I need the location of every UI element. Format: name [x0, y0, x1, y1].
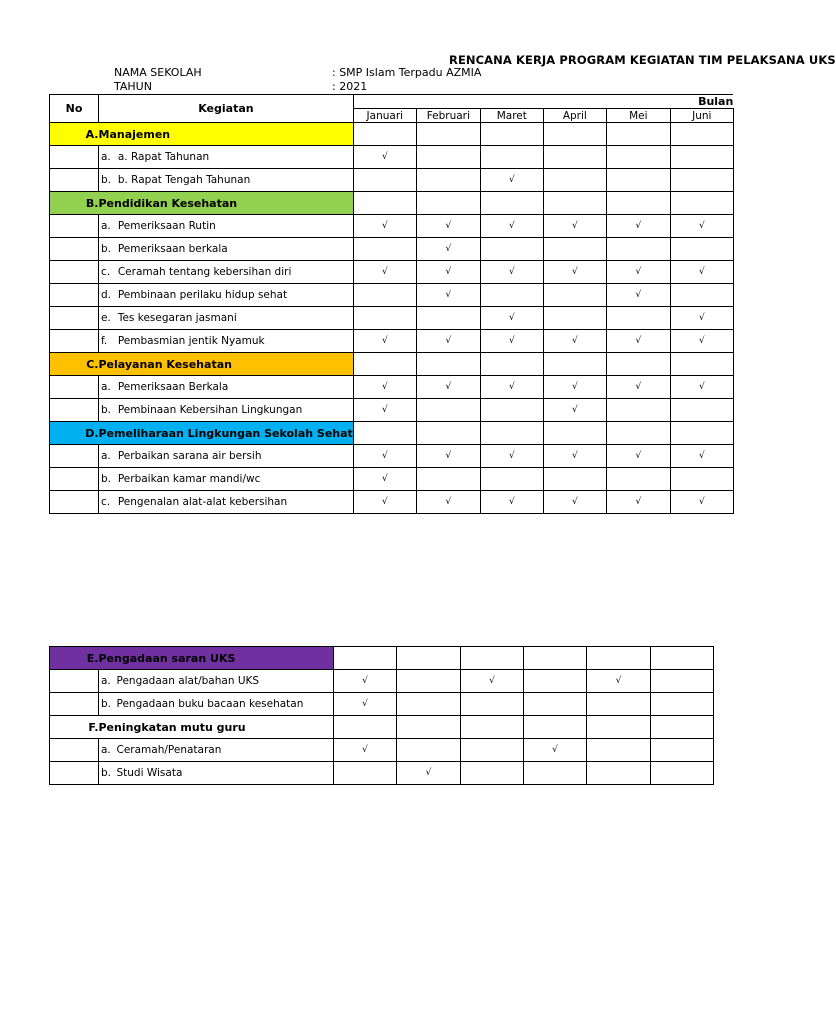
check-mark: √	[416, 261, 480, 284]
month-cell	[416, 146, 480, 169]
check-mark: √	[480, 330, 543, 353]
check-mark: √	[353, 330, 416, 353]
item-letter: b.	[99, 399, 116, 422]
item-letter: d.	[99, 284, 116, 307]
check-mark: √	[606, 261, 670, 284]
month-cell	[543, 284, 606, 307]
check-mark: √	[670, 261, 733, 284]
month-cell	[353, 422, 416, 445]
section-code: D.	[50, 422, 99, 445]
check-mark: √	[606, 284, 670, 307]
month-cell	[353, 284, 416, 307]
check-mark: √	[353, 491, 416, 514]
row-no-cell	[50, 445, 99, 468]
check-mark: √	[587, 670, 651, 693]
month-cell	[353, 192, 416, 215]
check-mark: √	[353, 399, 416, 422]
month-cell	[397, 739, 461, 762]
month-cell	[606, 468, 670, 491]
month-cell	[461, 693, 524, 716]
item-label: Pembasmian jentik Nyamuk	[116, 330, 353, 353]
activity-row	[50, 330, 734, 353]
activity-table-top	[49, 94, 734, 514]
month-cell	[670, 238, 733, 261]
month-cell	[543, 146, 606, 169]
check-mark: √	[480, 169, 543, 192]
month-cell	[670, 123, 733, 146]
month-cell	[416, 399, 480, 422]
document-title: RENCANA KERJA PROGRAM KEGIATAN TIM PELAKSANA UKS	[449, 53, 836, 67]
check-mark: √	[480, 376, 543, 399]
item-label: Perbaikan sarana air bersih	[116, 445, 353, 468]
item-label: Perbaikan kamar mandi/wc	[116, 468, 353, 491]
month-cell	[587, 647, 651, 670]
month-cell	[606, 422, 670, 445]
section-row	[50, 192, 734, 215]
check-mark: √	[461, 670, 524, 693]
item-label: b. Rapat Tengah Tahunan	[116, 169, 353, 192]
item-letter: c.	[99, 261, 116, 284]
check-mark: √	[606, 330, 670, 353]
month-cell	[543, 192, 606, 215]
month-cell	[353, 307, 416, 330]
check-mark: √	[480, 215, 543, 238]
month-cell	[606, 353, 670, 376]
activity-row	[50, 261, 734, 284]
section-title: Pemeliharaan Lingkungan Sekolah Sehat	[99, 422, 354, 445]
activity-row	[50, 762, 714, 785]
row-no-cell	[50, 468, 99, 491]
activity-row	[50, 468, 734, 491]
month-header: Februari	[416, 109, 480, 123]
section-row	[50, 716, 714, 739]
month-cell	[587, 693, 651, 716]
item-letter: a.	[99, 215, 116, 238]
section-row	[50, 123, 734, 146]
item-label: Pengadaan alat/bahan UKS	[115, 670, 334, 693]
month-cell	[397, 716, 461, 739]
activity-row	[50, 238, 734, 261]
section-row	[50, 422, 734, 445]
section-title: Peningkatan mutu guru	[99, 716, 334, 739]
item-letter: a.	[99, 739, 115, 762]
item-label: Ceramah/Penataran	[115, 739, 334, 762]
month-cell	[461, 739, 524, 762]
month-cell	[543, 422, 606, 445]
month-cell	[416, 307, 480, 330]
month-cell	[543, 238, 606, 261]
check-mark: √	[606, 491, 670, 514]
year-value: : 2021	[332, 80, 368, 93]
row-no-cell	[50, 762, 99, 785]
check-mark: √	[353, 261, 416, 284]
item-letter: a.	[99, 146, 116, 169]
month-cell	[416, 169, 480, 192]
month-cell	[524, 762, 587, 785]
check-mark: √	[397, 762, 461, 785]
check-mark: √	[670, 445, 733, 468]
month-cell	[461, 647, 524, 670]
check-mark: √	[606, 376, 670, 399]
check-mark: √	[334, 670, 397, 693]
check-mark: √	[353, 146, 416, 169]
check-mark: √	[524, 739, 587, 762]
check-mark: √	[480, 307, 543, 330]
month-cell	[651, 739, 714, 762]
row-no-cell	[50, 169, 99, 192]
check-mark: √	[606, 215, 670, 238]
month-cell	[606, 307, 670, 330]
month-cell	[353, 123, 416, 146]
month-cell	[606, 238, 670, 261]
month-cell	[587, 739, 651, 762]
row-no-cell	[50, 146, 99, 169]
activity-row	[50, 284, 734, 307]
check-mark: √	[480, 445, 543, 468]
check-mark: √	[543, 376, 606, 399]
item-label: Pembinaan Kebersihan Lingkungan	[116, 399, 353, 422]
check-mark: √	[416, 238, 480, 261]
item-letter: e.	[99, 307, 116, 330]
month-cell	[416, 353, 480, 376]
month-cell	[397, 693, 461, 716]
month-cell	[480, 399, 543, 422]
check-mark: √	[543, 491, 606, 514]
activity-row	[50, 215, 734, 238]
month-header: Januari	[353, 109, 416, 123]
check-mark: √	[416, 284, 480, 307]
activity-row	[50, 146, 734, 169]
month-cell	[587, 716, 651, 739]
month-cell	[606, 399, 670, 422]
month-cell	[397, 647, 461, 670]
month-cell	[480, 468, 543, 491]
row-no-cell	[50, 261, 99, 284]
item-label: Pengadaan buku bacaan kesehatan	[115, 693, 334, 716]
month-cell	[480, 422, 543, 445]
month-cell	[480, 192, 543, 215]
month-cell	[353, 353, 416, 376]
section-title: Pendidikan Kesehatan	[99, 192, 354, 215]
item-letter: b.	[99, 762, 115, 785]
activity-row	[50, 693, 714, 716]
row-no-cell	[50, 693, 99, 716]
month-cell	[480, 123, 543, 146]
item-label: Tes kesegaran jasmani	[116, 307, 353, 330]
check-mark: √	[416, 445, 480, 468]
row-no-cell	[50, 739, 99, 762]
row-no-cell	[50, 399, 99, 422]
section-row	[50, 353, 734, 376]
month-cell	[461, 716, 524, 739]
activity-row	[50, 670, 714, 693]
item-letter: b.	[99, 238, 116, 261]
month-cell	[670, 284, 733, 307]
check-mark: √	[353, 468, 416, 491]
month-cell	[543, 169, 606, 192]
month-cell	[606, 169, 670, 192]
item-label: Pemeriksaan Rutin	[116, 215, 353, 238]
check-mark: √	[416, 330, 480, 353]
month-cell	[670, 399, 733, 422]
activity-row	[50, 491, 734, 514]
month-cell	[416, 192, 480, 215]
header-kegiatan: Kegiatan	[99, 95, 354, 123]
month-cell	[543, 307, 606, 330]
item-letter: a.	[99, 376, 116, 399]
check-mark: √	[543, 261, 606, 284]
month-cell	[524, 670, 587, 693]
item-label: Ceramah tentang kebersihan diri	[116, 261, 353, 284]
item-letter: a.	[99, 445, 116, 468]
section-title: Pelayanan Kesehatan	[99, 353, 354, 376]
activity-row	[50, 445, 734, 468]
month-cell	[334, 647, 397, 670]
month-cell	[670, 468, 733, 491]
section-code: E.	[50, 647, 99, 670]
month-cell	[416, 123, 480, 146]
header-bulan: Bulan	[353, 95, 733, 109]
section-code: C.	[50, 353, 99, 376]
check-mark: √	[416, 215, 480, 238]
section-row	[50, 647, 714, 670]
item-label: Pemeriksaan Berkala	[116, 376, 353, 399]
month-cell	[651, 693, 714, 716]
month-cell	[670, 353, 733, 376]
check-mark: √	[670, 215, 733, 238]
check-mark: √	[543, 445, 606, 468]
month-header: Mei	[606, 109, 670, 123]
row-no-cell	[50, 491, 99, 514]
check-mark: √	[606, 445, 670, 468]
row-no-cell	[50, 238, 99, 261]
month-cell	[480, 238, 543, 261]
section-code: A.	[50, 123, 99, 146]
section-code: F.	[50, 716, 99, 739]
month-cell	[543, 123, 606, 146]
check-mark: √	[670, 307, 733, 330]
activity-table-bottom	[49, 646, 714, 785]
month-cell	[670, 192, 733, 215]
check-mark: √	[334, 693, 397, 716]
month-cell	[651, 670, 714, 693]
section-title: Pengadaan saran UKS	[99, 647, 334, 670]
month-cell	[480, 353, 543, 376]
item-letter: b.	[99, 468, 116, 491]
month-cell	[651, 716, 714, 739]
activity-row	[50, 399, 734, 422]
month-cell	[543, 468, 606, 491]
month-cell	[524, 693, 587, 716]
row-no-cell	[50, 376, 99, 399]
month-cell	[670, 169, 733, 192]
activity-row	[50, 169, 734, 192]
check-mark: √	[416, 376, 480, 399]
month-cell	[651, 647, 714, 670]
school-label: NAMA SEKOLAH	[114, 66, 202, 79]
year-label: TAHUN	[114, 80, 152, 93]
month-cell	[606, 146, 670, 169]
month-cell	[670, 146, 733, 169]
month-cell	[416, 468, 480, 491]
item-label: Pemeriksaan berkala	[116, 238, 353, 261]
check-mark: √	[353, 376, 416, 399]
check-mark: √	[480, 491, 543, 514]
section-code: B.	[50, 192, 99, 215]
month-cell	[524, 647, 587, 670]
item-label: Pembinaan perilaku hidup sehat	[116, 284, 353, 307]
month-header: Juni	[670, 109, 733, 123]
month-cell	[353, 238, 416, 261]
check-mark: √	[353, 215, 416, 238]
check-mark: √	[670, 491, 733, 514]
check-mark: √	[543, 330, 606, 353]
month-cell	[416, 422, 480, 445]
month-cell	[334, 762, 397, 785]
month-cell	[353, 169, 416, 192]
check-mark: √	[543, 399, 606, 422]
school-value: : SMP Islam Terpadu AZMIA	[332, 66, 482, 79]
header-no: No	[50, 95, 99, 123]
section-title: Manajemen	[99, 123, 354, 146]
month-cell	[587, 762, 651, 785]
item-letter: a.	[99, 670, 115, 693]
month-cell	[651, 762, 714, 785]
month-cell	[524, 716, 587, 739]
activity-row	[50, 739, 714, 762]
item-letter: f.	[99, 330, 116, 353]
check-mark: √	[334, 739, 397, 762]
row-no-cell	[50, 215, 99, 238]
activity-row	[50, 376, 734, 399]
check-mark: √	[353, 445, 416, 468]
month-cell	[606, 123, 670, 146]
month-header: Maret	[480, 109, 543, 123]
item-label: a. Rapat Tahunan	[116, 146, 353, 169]
row-no-cell	[50, 330, 99, 353]
check-mark: √	[416, 491, 480, 514]
row-no-cell	[50, 284, 99, 307]
row-no-cell	[50, 670, 99, 693]
check-mark: √	[670, 376, 733, 399]
month-cell	[670, 422, 733, 445]
month-cell	[461, 762, 524, 785]
activity-row	[50, 307, 734, 330]
month-cell	[480, 284, 543, 307]
month-cell	[480, 146, 543, 169]
month-cell	[606, 192, 670, 215]
check-mark: √	[543, 215, 606, 238]
item-label: Studi Wisata	[115, 762, 334, 785]
month-header: April	[543, 109, 606, 123]
month-cell	[334, 716, 397, 739]
month-cell	[397, 670, 461, 693]
item-letter: c.	[99, 491, 116, 514]
month-cell	[543, 353, 606, 376]
row-no-cell	[50, 307, 99, 330]
item-letter: b.	[99, 693, 115, 716]
item-letter: b.	[99, 169, 116, 192]
check-mark: √	[480, 261, 543, 284]
item-label: Pengenalan alat-alat kebersihan	[116, 491, 353, 514]
check-mark: √	[670, 330, 733, 353]
